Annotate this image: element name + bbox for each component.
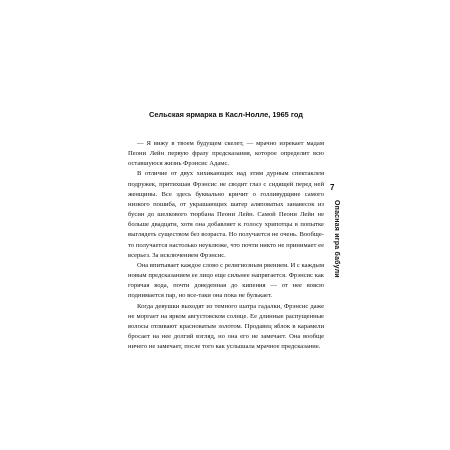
running-head: Опасная игра бабули [333,200,340,278]
page-number: 7 [330,183,335,192]
paragraph: В отличие от двух хихикающих над этим дурным спектаклем подружек, притихшая Фрэнсис не сводит глаз с сидящей перед ней женщины. Все здесь буквально кричит о голливудщине самого низкого пошиба, от украшающих шатер аляповатых занавесок из бусин до шелкового тюрбана Пеони Лейн. Самой Пеони Лейн не больше двадцати, хотя она добавляет к голосу хрипотцы в попытке выглядеть существом без возраста. Но получается не очень. Вообще-то получается настолько неуклюже, что почти никто не принимает ее всерьез. За исключением Фрэнсис. [128,170,324,259]
paragraph: — Я вижу в твоем будущем скелет, — мрачно изрекает мадам Пеони Лейн первую фразу предсказания, которое определит всю оставшуюся жизнь Фрэнсис Адамс. [128,140,324,168]
body-text [128,139,324,352]
paragraph: Она впитывает каждое слово с религиозным рвением. И с каждым новым предсказанием ее лицо еще сильнее напрягается. Фрэнсис как горячая вода, почти доведенная до кипения — от нее вовсю поднимается пар, но все-таки она пока не булькает. [128,261,324,300]
chapter-title: Сельская ярмарка в Касл-Нолле, 1965 год [149,110,303,119]
paragraph: Когда девушки выходят из темного шатра гадалки, Фрэнсис даже не моргает на ярком августовском солнце. Ее длинные распущенные волосы отливают красноватым золотом. Продавец яблок в карамели бросает на нее долгий взгляд, но она его не замечает. Она вообще ничего не замечает, после того как услышала мрачное предсказание. [128,302,324,351]
